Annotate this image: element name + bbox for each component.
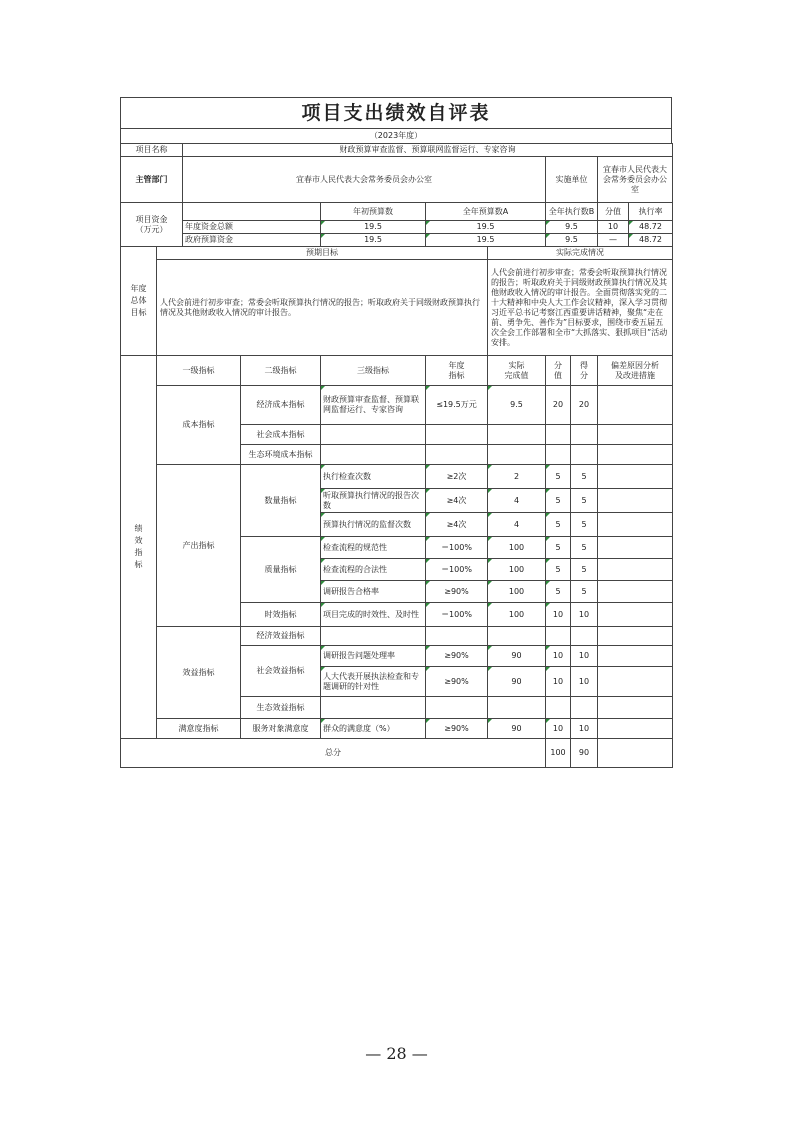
score-value: 10 <box>546 603 571 627</box>
goals-header-row <box>121 247 673 260</box>
funds-cell: 9.5 <box>546 221 598 234</box>
l3-indicator: 财政预算审查监督、预算联网监督运行、专家咨询 <box>321 386 426 425</box>
funds-header: 年初预算数 <box>321 203 426 221</box>
l1-satisfaction: 满意度指标 <box>157 719 241 739</box>
project-name-label: 项目名称 <box>121 144 183 157</box>
dept-label: 主管部门 <box>121 157 183 203</box>
funds-row <box>121 234 673 247</box>
score-value: 10 <box>546 719 571 739</box>
target-value: ≥90% <box>426 646 488 667</box>
got-value: 5 <box>571 489 598 513</box>
form-year: （2023年度） <box>120 128 672 143</box>
target-value: ＝100% <box>426 559 488 581</box>
project-name-row <box>121 144 673 157</box>
l3-indicator: 检查流程的规范性 <box>321 537 426 559</box>
impl-label: 实施单位 <box>546 157 598 203</box>
page-number: — 28 — <box>365 1044 428 1063</box>
department-row <box>121 157 673 203</box>
evaluation-sheet <box>120 97 672 768</box>
got-value: 5 <box>571 465 598 489</box>
actual-goal-header: 实际完成情况 <box>488 247 673 260</box>
actual-value: 90 <box>488 667 546 697</box>
actual-value: 9.5 <box>488 386 546 425</box>
perf-header-row <box>121 356 673 386</box>
funds-cell: 10 <box>598 221 629 234</box>
l2-eco-benefit: 生态效益指标 <box>241 697 321 719</box>
target-value: ＝100% <box>426 537 488 559</box>
perf-row <box>121 386 673 425</box>
form-title: 项目支出绩效自评表 <box>120 97 672 128</box>
perf-row <box>121 719 673 739</box>
funds-header-row <box>121 203 673 221</box>
l2-econ-benefit: 经济效益指标 <box>241 627 321 646</box>
l3-indicator: 群众的满意度（%） <box>321 719 426 739</box>
perf-header: 一级指标 <box>157 356 241 386</box>
score-value: 20 <box>546 386 571 425</box>
target-value: ≥90% <box>426 667 488 697</box>
funds-cell: 19.5 <box>426 221 546 234</box>
funds-header: 分值 <box>598 203 629 221</box>
l3-indicator: 调研报告问题处理率 <box>321 646 426 667</box>
score-value: 5 <box>546 489 571 513</box>
target-value: ≥90% <box>426 581 488 603</box>
score-value: 5 <box>546 537 571 559</box>
perf-label: 绩 效 指 标 <box>121 356 157 739</box>
got-value: 5 <box>571 537 598 559</box>
l1-cost: 成本指标 <box>157 386 241 465</box>
l3-indicator: 预算执行情况的监督次数 <box>321 513 426 537</box>
l3-indicator: 执行检查次数 <box>321 465 426 489</box>
funds-cell: 48.72 <box>629 234 673 247</box>
perf-header: 实际 完成值 <box>488 356 546 386</box>
l2-eco-cost: 生态环境成本指标 <box>241 445 321 465</box>
l2-social-benefit: 社会效益指标 <box>241 646 321 697</box>
actual-goal-text: 人代会前进行初步审查；常委会听取预算执行情况的报告；听取政府关于同级财政预算执行情况及其他财政收入情况的审计报告。全面贯彻落实党的二十大精神和中央人大工作会议精神，深入学习贯彻习近平总书记考察江西重要讲话精神，聚焦“走在前、勇争先、善作为”目标要求，围绕市委五届五次全会工作部署和全市“大抓落实、狠抓项目”活动安排。 <box>488 260 673 356</box>
l2-social-cost: 社会成本指标 <box>241 425 321 445</box>
total-label: 总分 <box>121 739 546 768</box>
expected-goal-header: 预期目标 <box>157 247 488 260</box>
got-value: 5 <box>571 559 598 581</box>
funds-header: 全年预算数A <box>426 203 546 221</box>
l3-indicator: 调研报告合格率 <box>321 581 426 603</box>
l1-output: 产出指标 <box>157 465 241 627</box>
l3-indicator: 检查流程的合法性 <box>321 559 426 581</box>
actual-value: 100 <box>488 559 546 581</box>
score-value: 5 <box>546 581 571 603</box>
target-value: ≥90% <box>426 719 488 739</box>
funds-header: 执行率 <box>629 203 673 221</box>
l2-quantity: 数量指标 <box>241 465 321 537</box>
funds-cell: 19.5 <box>321 234 426 247</box>
target-value: ≥4次 <box>426 489 488 513</box>
perf-header: 三级指标 <box>321 356 426 386</box>
funds-cell: 48.72 <box>629 221 673 234</box>
score-value: 5 <box>546 465 571 489</box>
funds-row <box>121 221 673 234</box>
funds-row-label: 政府预算资金 <box>183 234 321 247</box>
perf-header: 二级指标 <box>241 356 321 386</box>
funds-cell: 19.5 <box>426 234 546 247</box>
actual-value: 4 <box>488 513 546 537</box>
actual-value: 4 <box>488 489 546 513</box>
total-score: 100 <box>546 739 571 768</box>
score-value: 5 <box>546 513 571 537</box>
score-value: 10 <box>546 667 571 697</box>
score-value: 10 <box>546 646 571 667</box>
score-value: 5 <box>546 559 571 581</box>
l2-satisfaction: 服务对象满意度 <box>241 719 321 739</box>
target-value: ≥2次 <box>426 465 488 489</box>
impl-value: 宜春市人民代表大会常务委员会办公室 <box>598 157 673 203</box>
got-value: 10 <box>571 603 598 627</box>
got-value: 20 <box>571 386 598 425</box>
funds-label: 项目资金 （万元） <box>121 203 183 247</box>
got-value: 10 <box>571 719 598 739</box>
perf-header: 得 分 <box>571 356 598 386</box>
l3-indicator: 人大代表开展执法检查和专题调研的针对性 <box>321 667 426 697</box>
dept-value: 宜春市人民代表大会常务委员会办公室 <box>183 157 546 203</box>
goals-label: 年度 总体 目标 <box>121 247 157 356</box>
l2-econ-cost: 经济成本指标 <box>241 386 321 425</box>
funds-header: 全年执行数B <box>546 203 598 221</box>
perf-row <box>121 465 673 489</box>
perf-row <box>121 627 673 646</box>
target-value: ≤19.5万元 <box>426 386 488 425</box>
got-value: 5 <box>571 581 598 603</box>
total-got: 90 <box>571 739 598 768</box>
target-value: ＝100% <box>426 603 488 627</box>
funds-row-label: 年度资金总额 <box>183 221 321 234</box>
l2-timeliness: 时效指标 <box>241 603 321 627</box>
l3-indicator: 听取预算执行情况的报告次数 <box>321 489 426 513</box>
evaluation-table <box>120 143 673 768</box>
perf-header: 偏差原因分析 及改进措施 <box>598 356 673 386</box>
actual-value: 90 <box>488 646 546 667</box>
perf-header: 年度 指标 <box>426 356 488 386</box>
actual-value: 100 <box>488 537 546 559</box>
l1-benefit: 效益指标 <box>157 627 241 719</box>
expected-goal-text: 人代会前进行初步审查；常委会听取预算执行情况的报告；听取政府关于同级财政预算执行情况及其他财政收入情况的审计报告。 <box>157 260 488 356</box>
total-row <box>121 739 673 768</box>
got-value: 10 <box>571 646 598 667</box>
goals-row <box>121 260 673 356</box>
l3-indicator: 项目完成的时效性、及时性 <box>321 603 426 627</box>
perf-header: 分 值 <box>546 356 571 386</box>
actual-value: 2 <box>488 465 546 489</box>
project-name-value: 财政预算审查监督、预算联网监督运行、专家咨询 <box>183 144 673 157</box>
got-value: 5 <box>571 513 598 537</box>
got-value: 10 <box>571 667 598 697</box>
funds-cell: 9.5 <box>546 234 598 247</box>
actual-value: 100 <box>488 581 546 603</box>
funds-cell: — <box>598 234 629 247</box>
l2-quality: 质量指标 <box>241 537 321 603</box>
actual-value: 90 <box>488 719 546 739</box>
target-value: ≥4次 <box>426 513 488 537</box>
funds-cell: 19.5 <box>321 221 426 234</box>
actual-value: 100 <box>488 603 546 627</box>
